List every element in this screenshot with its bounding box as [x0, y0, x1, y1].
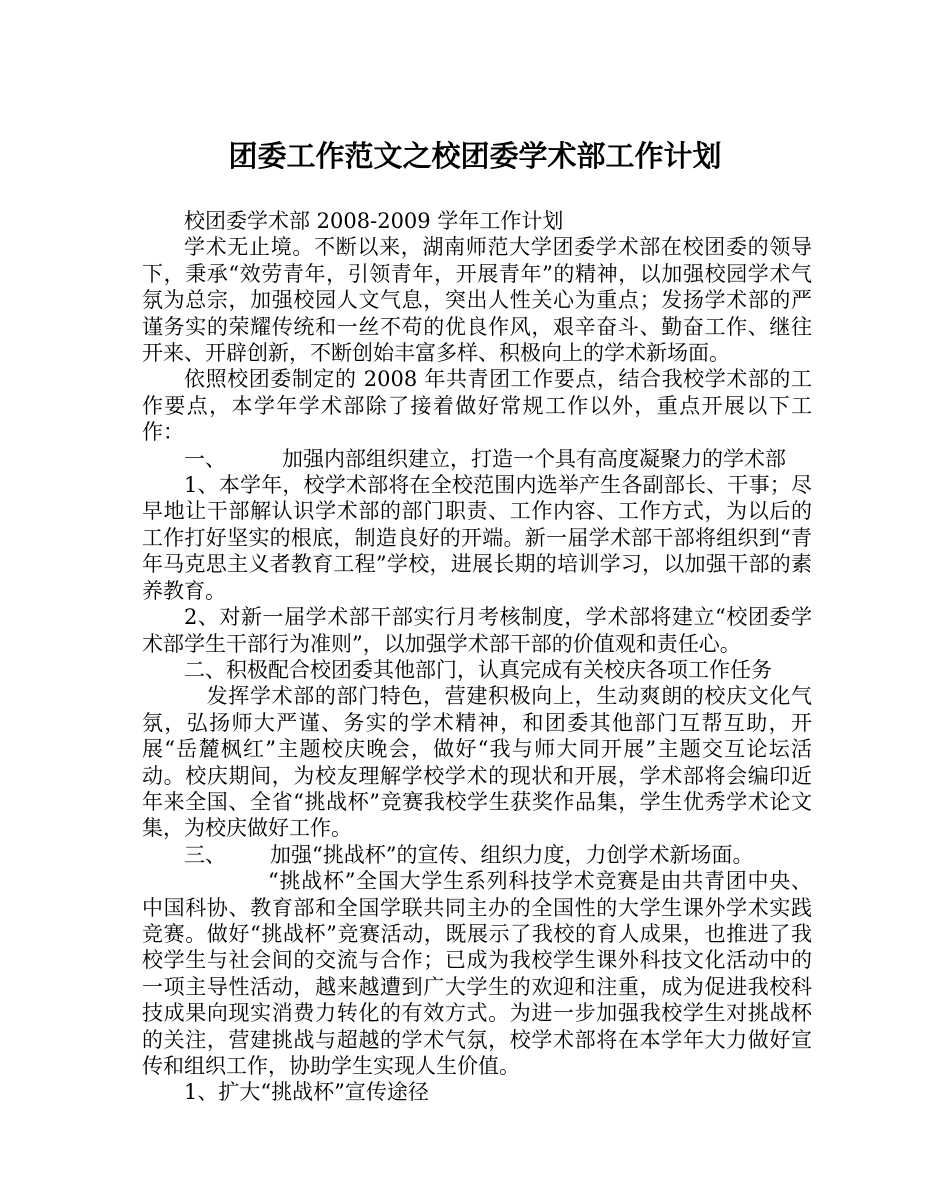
- document-body: [142, 208, 812, 1106]
- paragraph-intro: 学术无止境。不断以来，湖南师范大学团委学术部在校团委的领导下，秉承“效劳青年，引领青年，开展青年”的精神，以加强校园学术气氛为总宗，加强校园人文气息，突出人性关心为重点；发扬学术部的严谨务实的荣耀传统和一丝不苟的优良作风，艰辛奋斗、勤奋工作、继往开来、开辟创新，不断创始丰富多样、积极向上的学术新场面。: [142, 235, 812, 366]
- section-heading-2: 二、积极配合校团委其他部门，认真完成有关校庆各项工作任务: [184, 657, 772, 682]
- document-title: 团委工作范文之校团委学术部工作计划: [228, 139, 722, 173]
- paragraph-item-3-1: 1、扩大“挑战杯”宣传途径: [184, 1080, 429, 1105]
- section-heading-1: [142, 446, 812, 472]
- paragraph-work-points: 依照校团委制定的 2008 年共青团工作要点，结合我校学术部的工作要点，本学年学术部除了接着做好常规工作以外，重点开展以下工作：: [142, 367, 812, 445]
- section-3-text: “挑战杯”全国大学生系列科技学术竞赛是由共青团中央、中国科协、教育部和全国学联共同主办的全国性的大学生课外学术实践竞赛。做好“挑战杯”竞赛活动，既展示了我校的育人成果，也推进了我校学生与社会间的交流与合作；已成为我校学生课外科技文化活动中的一项主导性活动，越来越遭到广大学生的欢迎和注重，成为促进我校科技成果向现实消费力转化的有效方式。为进一步加强我校学生对挑战杯的关注，营建挑战与超越的学术气氛，校学术部将在本学年大力做好宣传和组织工作，协助学生实现人生价值。: [142, 869, 812, 1078]
- paragraph-item-1-1: 1、本学年，校学术部将在全校范围内选举产生各副部长、干事；尽早地让干部解认识学术部的部门职责、工作内容、工作方式，为以后的工作打好坚实的根底，制造良好的开端。新一届学术部干部将组织到“青年马克思主义者教育工程”学校，进展长期的培训学习，以加强干部的素养教育。: [142, 473, 812, 603]
- section-title-3: 加强“挑战杯”的宣传、组织力度，力创学术新场面。: [270, 842, 754, 867]
- paragraph-plan-heading: 校团委学术部 2008-2009 学年工作计划: [184, 209, 564, 233]
- paragraph-item-1-2: 2、对新一届学术部干部实行月考核制度，学术部将建立“校团委学术部学生干部行为准则”，以加强学术部干部的价值观和责任心。: [142, 605, 812, 656]
- section-2-text: 发挥学术部的部门特色，营建积极向上，生动爽朗的校庆文化气氛，弘扬师大严谨、务实的学术精神，和团委其他部门互帮互助，开展“岳麓枫红”主题校庆晚会，做好“我与师大同开展”主题交互论坛活动。校庆期间，为校友理解学校学术的现状和开展，学术部将会编印近年来全国、全省“挑战杯”竞赛我校学生获奖作品集，学生优秀学术论文集，为校庆做好工作。: [142, 684, 812, 841]
- section-number-3: 三、: [184, 842, 226, 867]
- paragraph-section-3-body: [142, 868, 812, 1079]
- paragraph-section-2-body: [142, 683, 812, 841]
- section-heading-3: [142, 842, 812, 868]
- section-number-1: 一、: [184, 446, 226, 471]
- section-title-1: 加强内部组织建立，打造一个具有高度凝聚力的学术部: [282, 446, 786, 471]
